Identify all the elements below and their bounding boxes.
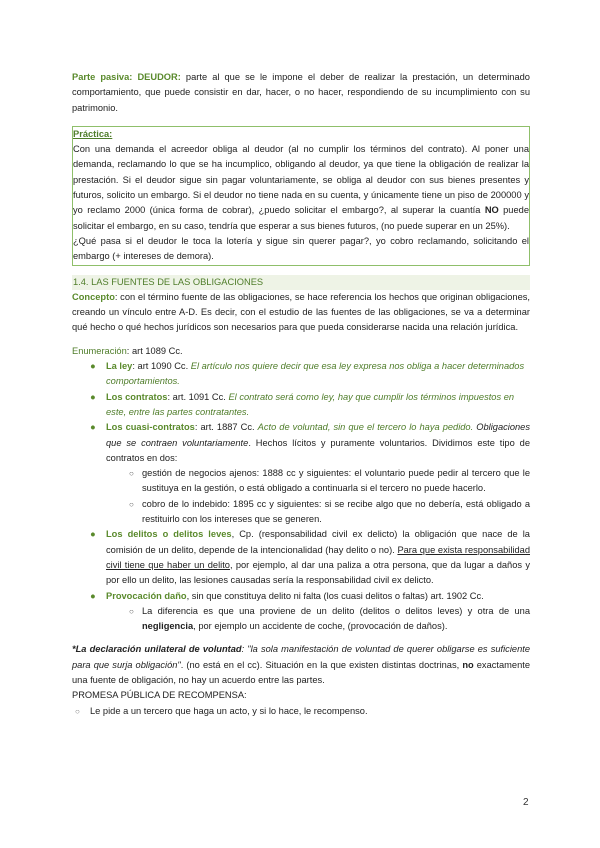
list-item-contratos: ● Los contratos: art. 1091 Cc. El contrato será como ley, hay que cumplir los términos impuestos en este, entre las partes contratantes. — [90, 391, 515, 417]
list-item-cuasi-contratos: ● Los cuasi-contratos: art. 1887 Cc. Acto de voluntad, sin que el tercero lo haya pedido. Obligaciones que se contraen voluntariamente. Hechos lícitos y puramente voluntarios. Dividimos este tipo de contratos en dos: — [90, 422, 530, 463]
declaracion-paragraph: *La declaración unilateral de voluntad: "la sola manifestación de voluntad de querer obligarse es suficiente para que surja obligación". (no está en el cc). Situación en la que existen distintas doctrinas, no exactamente una fuente de obligación, no hay un acuerdo entre las partes. — [72, 644, 530, 685]
sub-item-diferencia: ○ La diferencia es que una proviene de un delito (delitos o delitos leves) y otra de una negligencia, por ejemplo un accidente de coche, (provocación de daños). — [129, 605, 530, 632]
concepto-paragraph: Concepto: con el término fuente de las obligaciones, se hace referencia los hechos que originan obligaciones, creando un vínculo entre A-D. Es decir, con el estudio de las fuentes de las obligaciones, se va a determinar qué hecho o qué hechos jurídicos son necesarios para que pueda considerarse nacida una relación jurídica. — [72, 291, 530, 333]
list-item-ley: ● La ley: art 1090 Cc. El artículo nos quiere decir que esa ley expresa nos obliga a hacer determinados comportamientos. — [90, 361, 525, 387]
enumeracion-line: Enumeración: art 1089 Cc. — [72, 345, 183, 356]
list-item-delitos: ● Los delitos o delitos leves, Cp. (responsabilidad civil ex delicto) la obligación que nace de la comisión de un delito, depende de la intencionalidad (hay delito o no). Para que exista responsabilidad civil tiene que haber un delito, por ejemplo, al dar una paliza a otra persona, que da lugar a daños y por ello un delito, las lesiones causadas sería la responsabilidad civil ex delicto. — [90, 529, 530, 586]
parte-pasiva-paragraph: Parte pasiva: DEUDOR: parte al que se le impone el deber de realizar la prestación, un determinado comportamiento, que puede consistir en dar, hacer, o no hacer, respondiendo de su incumplimiento con su patrimonio. — [72, 72, 530, 113]
fuentes-list — [72, 359, 530, 634]
sub-item-gestion: ○ gestión de negocios ajenos: 1888 cc y siguientes: el voluntario puede pedir al tercero que le sustituya en la gestión, o está obligado a continuarla si el tercero no puede hacerlo. — [129, 468, 530, 494]
practica-question: ¿Qué pasa si el deudor le toca la lotería y sigue sin querer pagar?, yo cobro reclamando, solicitando el embargo (+ intereses de demora). — [73, 235, 529, 262]
parte-pasiva-label: Parte pasiva: DEUDOR: — [72, 72, 181, 82]
practica-box — [72, 126, 530, 266]
practica-paragraph: Con una demanda el acreedor obliga al deudor (al no cumplir los términos del contrato). Al poner una demanda, reclamando lo que se ha incumplico, obligando al deudor, ya que tiene la obligación de realizar la prestación. Si el deudor sigue sin pagar voluntariamente, se obliga al deudor con sus bienes presentes y futuros, solicito un embargo. Si el deudor no tiene nada en su cuenta, y únicamente tiene un piso de 200000 y yo reclamo 2000 (única forma de cobrar), ¿puedo solicitar el embargo?, al superar la cuantía NO puede solicitar el embargo, en su caso, tendría que esperar a sus bienes futuros, (no puede superar en un 25%). — [73, 144, 529, 231]
promesa-title: PROMESA PÚBLICA DE RECOMPENSA: — [72, 690, 247, 701]
list-item-provocacion: ● Provocación daño, sin que constituya delito ni falta (los cuasi delitos o faltas) art. 1902 Cc. — [90, 590, 484, 601]
section-heading: 1.4. LAS FUENTES DE LAS OBLIGACIONES — [72, 275, 530, 290]
page-number: 2 — [523, 797, 529, 808]
page-content — [72, 70, 530, 719]
promesa-item: ○ Le pide a un tercero que haga un acto, y si lo hace, le recompenso. — [75, 705, 368, 716]
promesa-list — [72, 704, 530, 719]
practica-title: Práctica: — [73, 128, 113, 139]
sub-item-cobro: ○ cobro de lo indebido: 1895 cc y siguientes: si se recibe algo que no debería, está obligado a restituirlo con los intereses que se generen. — [129, 498, 530, 525]
